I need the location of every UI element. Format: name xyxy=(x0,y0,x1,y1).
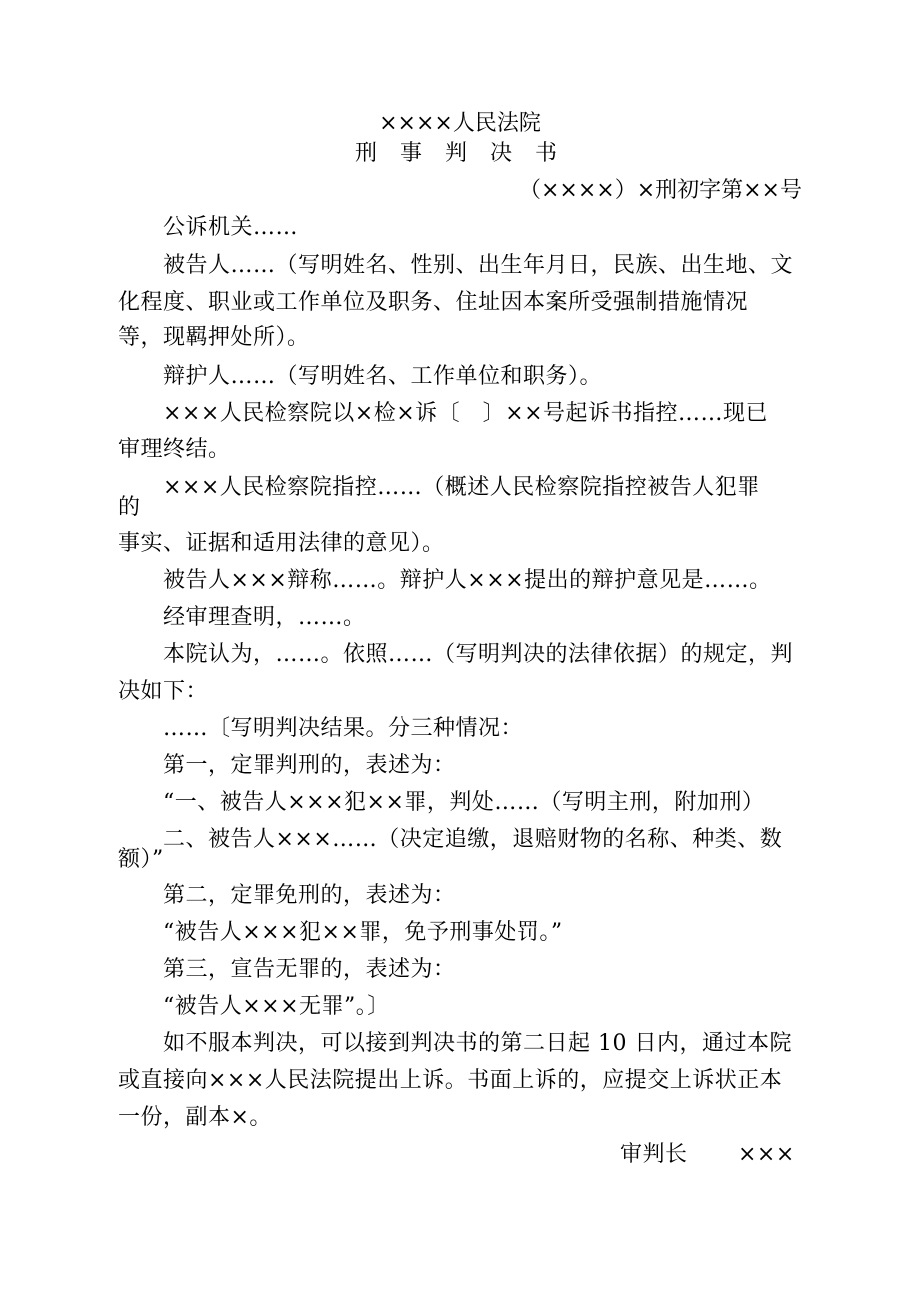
body-line: 事实、证据和适用法律的意见）。 xyxy=(118,531,445,556)
body-line: 审理终结。 xyxy=(118,437,231,462)
court-name: ××××人民法院 xyxy=(379,111,541,136)
body-line: 决如下： xyxy=(118,679,209,704)
body-line: 如不服本判决，可以接到判决书的第二日起 10 日内，通过本院 xyxy=(163,1031,792,1056)
body-line: 第二，定罪免刑的，表述为： xyxy=(163,883,456,908)
body-line: ……〔写明判决结果。分三种情况： xyxy=(163,716,524,741)
body-line: 或直接向×××人民法院提出上诉。书面上诉的，应提交上诉状正本 xyxy=(118,1068,783,1093)
body-line: 公诉机关…… xyxy=(163,215,299,240)
body-line: 被告人……（写明姓名、性别、出生年月日，民族、出生地、文 xyxy=(163,253,794,278)
signature-role: 审判长 xyxy=(620,1142,688,1167)
body-line: 的 xyxy=(118,495,141,520)
body-line: 辩护人……（写明姓名、工作单位和职务）。 xyxy=(163,364,603,389)
body-line: 二、被告人×××……（决定追缴，退赔财物的名称、种类、数 xyxy=(163,827,783,852)
body-line: 被告人×××辩称……。辩护人×××提出的辩护意见是……。 xyxy=(163,568,772,593)
body-line: ×××人民检察院以×检×诉〔 〕××号起诉书指控……现已 xyxy=(163,401,769,426)
body-line: 一份，副本×。 xyxy=(118,1105,272,1130)
body-line: 本院认为，……。依照……（写明判决的法律依据）的规定，判 xyxy=(163,642,794,667)
body-line: 等，现羁押处所）。 xyxy=(118,325,310,350)
body-line: 额）” xyxy=(118,847,164,872)
signature-name: ××× xyxy=(738,1142,795,1167)
document-title: 刑 事 判 决 书 xyxy=(355,141,565,166)
body-line: 经审理查明，……。 xyxy=(163,605,366,630)
case-number: （××××）×刑初字第××号 xyxy=(518,178,802,203)
body-line: “被告人×××无罪”。〕 xyxy=(163,994,390,1019)
body-line: ×××人民检察院指控……（概述人民检察院指控被告人犯罪 xyxy=(163,475,760,500)
body-line: “被告人×××犯××罪，免予刑事处罚。” xyxy=(163,920,563,945)
body-line: 第三，宣告无罪的，表述为： xyxy=(163,957,456,982)
body-line: 化程度、职业或工作单位及职务、住址因本案所受强制措施情况 xyxy=(118,290,749,315)
body-line: “一、被告人×××犯××罪，判处……（写明主刑，附加刑） xyxy=(163,790,765,815)
body-line: 第一，定罪判刑的，表述为： xyxy=(163,753,456,778)
